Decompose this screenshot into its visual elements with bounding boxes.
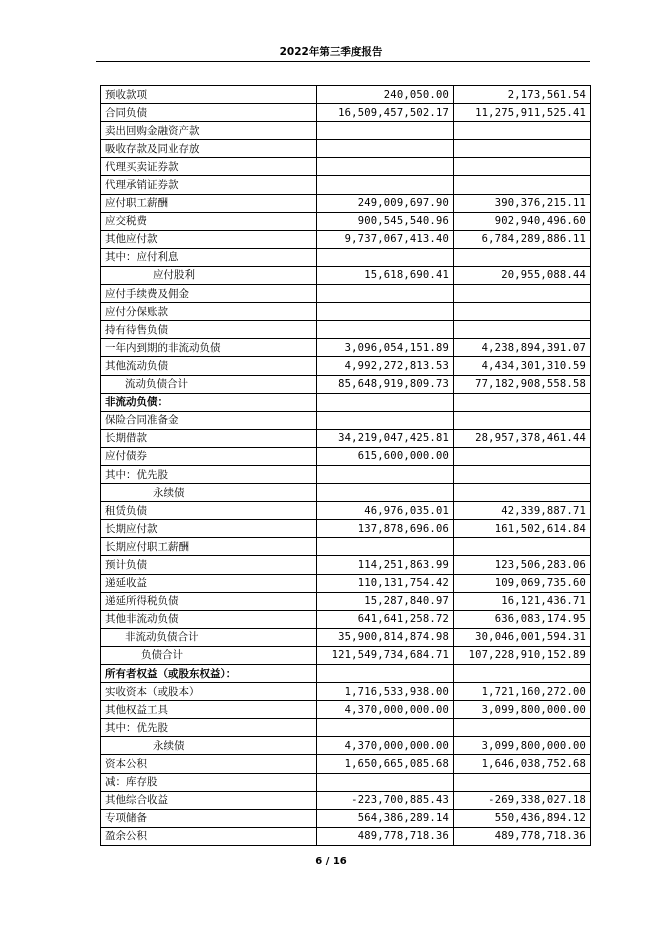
value-current	[317, 465, 454, 483]
value-prior: 4,434,301,310.59	[454, 357, 591, 375]
section-header-row	[101, 393, 591, 411]
row-label: 其他综合收益	[101, 791, 317, 809]
value-prior	[454, 773, 591, 791]
row-label: 合同负债	[101, 104, 317, 122]
value-prior: 28,957,378,461.44	[454, 429, 591, 447]
table-row	[101, 809, 591, 827]
table-row	[101, 791, 591, 809]
value-prior	[454, 538, 591, 556]
page-number: 6 / 16	[315, 856, 347, 867]
table-row	[101, 465, 591, 483]
value-prior	[454, 248, 591, 266]
value-prior	[454, 321, 591, 339]
table-row	[101, 683, 591, 701]
table-row	[101, 574, 591, 592]
value-prior	[454, 140, 591, 158]
value-current	[317, 248, 454, 266]
value-current: 121,549,734,684.71	[317, 646, 454, 664]
page-header-title: 2022年第三季度报告	[279, 46, 383, 58]
row-label: 递延所得税负债	[101, 592, 317, 610]
value-current	[317, 538, 454, 556]
table-row	[101, 610, 591, 628]
value-current	[317, 176, 454, 194]
row-label: 其中：应付利息	[101, 248, 317, 266]
table-row	[101, 773, 591, 791]
value-current	[317, 303, 454, 321]
table-row	[101, 140, 591, 158]
value-prior	[454, 176, 591, 194]
value-current	[317, 321, 454, 339]
value-prior	[454, 285, 591, 303]
row-label: 应交税费	[101, 212, 317, 230]
value-prior	[454, 122, 591, 140]
total-row	[101, 646, 591, 664]
value-current	[317, 411, 454, 429]
balance-sheet-table	[100, 85, 591, 846]
row-label: 长期借款	[101, 429, 317, 447]
table-row	[101, 357, 591, 375]
value-current	[317, 122, 454, 140]
table-row	[101, 303, 591, 321]
row-label: 递延收益	[101, 574, 317, 592]
table-row	[101, 538, 591, 556]
value-prior	[454, 484, 591, 502]
row-label: 预计负债	[101, 556, 317, 574]
row-label: 盈余公积	[101, 827, 317, 845]
table-row	[101, 248, 591, 266]
row-label: 长期应付款	[101, 520, 317, 538]
table-row	[101, 502, 591, 520]
row-label: 其他权益工具	[101, 701, 317, 719]
row-label: 流动负债合计	[101, 375, 317, 393]
value-current: 4,370,000,000.00	[317, 737, 454, 755]
value-prior: 2,173,561.54	[454, 86, 591, 104]
value-current: -223,700,885.43	[317, 791, 454, 809]
value-current: 9,737,067,413.40	[317, 230, 454, 248]
value-current: 16,509,457,502.17	[317, 104, 454, 122]
row-label: 持有待售负债	[101, 321, 317, 339]
table-row	[101, 484, 591, 502]
value-prior: 42,339,887.71	[454, 502, 591, 520]
value-prior: 109,069,735.60	[454, 574, 591, 592]
value-prior: 1,721,160,272.00	[454, 683, 591, 701]
table-row	[101, 321, 591, 339]
row-label: 其他非流动负债	[101, 610, 317, 628]
value-prior: 6,784,289,886.11	[454, 230, 591, 248]
value-prior	[454, 303, 591, 321]
row-label: 长期应付职工薪酬	[101, 538, 317, 556]
value-current: 1,716,533,938.00	[317, 683, 454, 701]
row-label: 永续债	[101, 737, 317, 755]
table-row	[101, 285, 591, 303]
table-row	[101, 737, 591, 755]
table-row	[101, 447, 591, 465]
value-prior: 107,228,910,152.89	[454, 646, 591, 664]
row-label: 其他应付款	[101, 230, 317, 248]
row-label: 专项储备	[101, 809, 317, 827]
value-prior	[454, 411, 591, 429]
table-row	[101, 755, 591, 773]
value-prior: 902,940,496.60	[454, 212, 591, 230]
value-current	[317, 773, 454, 791]
value-prior: 3,099,800,000.00	[454, 701, 591, 719]
value-current: 46,976,035.01	[317, 502, 454, 520]
value-current: 641,641,258.72	[317, 610, 454, 628]
row-label: 租赁负债	[101, 502, 317, 520]
value-current	[317, 285, 454, 303]
table-row	[101, 429, 591, 447]
value-prior	[454, 719, 591, 737]
value-prior: 20,955,088.44	[454, 266, 591, 284]
table-row	[101, 701, 591, 719]
value-prior: 30,046,001,594.31	[454, 628, 591, 646]
table-row	[101, 122, 591, 140]
table-row	[101, 339, 591, 357]
row-label: 其他流动负债	[101, 357, 317, 375]
value-current: 137,878,696.06	[317, 520, 454, 538]
value-current: 615,600,000.00	[317, 447, 454, 465]
table-row	[101, 212, 591, 230]
table-row	[101, 86, 591, 104]
value-current	[317, 719, 454, 737]
value-prior: 489,778,718.36	[454, 827, 591, 845]
table-row	[101, 411, 591, 429]
value-current	[317, 665, 454, 683]
value-current: 114,251,863.99	[317, 556, 454, 574]
value-current	[317, 158, 454, 176]
table-row	[101, 266, 591, 284]
row-label: 代理承销证券款	[101, 176, 317, 194]
value-prior: 123,506,283.06	[454, 556, 591, 574]
row-label: 其中：优先股	[101, 719, 317, 737]
value-prior: 16,121,436.71	[454, 592, 591, 610]
row-label: 资本公积	[101, 755, 317, 773]
value-prior: 4,238,894,391.07	[454, 339, 591, 357]
table-row	[101, 556, 591, 574]
table-row	[101, 592, 591, 610]
row-label: 减：库存股	[101, 773, 317, 791]
table-row	[101, 194, 591, 212]
value-current	[317, 140, 454, 158]
value-current	[317, 484, 454, 502]
table-row	[101, 158, 591, 176]
value-current: 489,778,718.36	[317, 827, 454, 845]
value-current: 15,618,690.41	[317, 266, 454, 284]
value-current: 240,050.00	[317, 86, 454, 104]
table-row	[101, 230, 591, 248]
value-prior	[454, 665, 591, 683]
value-current: 85,648,919,809.73	[317, 375, 454, 393]
value-current: 249,009,697.90	[317, 194, 454, 212]
value-current: 110,131,754.42	[317, 574, 454, 592]
row-label: 卖出回购金融资产款	[101, 122, 317, 140]
value-prior	[454, 158, 591, 176]
row-label: 应付分保账款	[101, 303, 317, 321]
row-label: 非流动负债合计	[101, 628, 317, 646]
subtotal-row	[101, 375, 591, 393]
table-row	[101, 827, 591, 845]
row-label: 实收资本（或股本）	[101, 683, 317, 701]
row-label: 一年内到期的非流动负债	[101, 339, 317, 357]
subtotal-row	[101, 628, 591, 646]
section-title: 所有者权益（或股东权益）：	[101, 665, 317, 683]
table-row	[101, 176, 591, 194]
row-label: 负债合计	[101, 646, 317, 664]
section-title: 非流动负债：	[101, 393, 317, 411]
value-prior: -269,338,027.18	[454, 791, 591, 809]
value-prior: 636,083,174.95	[454, 610, 591, 628]
table-row	[101, 104, 591, 122]
row-label: 其中：优先股	[101, 465, 317, 483]
value-prior: 11,275,911,525.41	[454, 104, 591, 122]
row-label: 保险合同准备金	[101, 411, 317, 429]
value-current: 564,386,289.14	[317, 809, 454, 827]
section-header-row	[101, 665, 591, 683]
value-current: 1,650,665,085.68	[317, 755, 454, 773]
value-prior: 550,436,894.12	[454, 809, 591, 827]
table-row	[101, 719, 591, 737]
value-prior: 161,502,614.84	[454, 520, 591, 538]
row-label: 代理买卖证券款	[101, 158, 317, 176]
value-current: 4,370,000,000.00	[317, 701, 454, 719]
header-divider	[96, 61, 590, 62]
row-label: 吸收存款及同业存放	[101, 140, 317, 158]
row-label: 应付债券	[101, 447, 317, 465]
row-label: 应付手续费及佣金	[101, 285, 317, 303]
value-prior: 1,646,038,752.68	[454, 755, 591, 773]
value-current: 900,545,540.96	[317, 212, 454, 230]
value-prior	[454, 393, 591, 411]
row-label: 应付股利	[101, 266, 317, 284]
row-label: 预收款项	[101, 86, 317, 104]
value-prior	[454, 447, 591, 465]
row-label: 应付职工薪酬	[101, 194, 317, 212]
value-current	[317, 393, 454, 411]
value-current: 15,287,840.97	[317, 592, 454, 610]
value-prior	[454, 465, 591, 483]
value-prior: 3,099,800,000.00	[454, 737, 591, 755]
value-current: 34,219,047,425.81	[317, 429, 454, 447]
value-prior: 390,376,215.11	[454, 194, 591, 212]
table-row	[101, 520, 591, 538]
value-current: 35,900,814,874.98	[317, 628, 454, 646]
value-current: 3,096,054,151.89	[317, 339, 454, 357]
value-prior: 77,182,908,558.58	[454, 375, 591, 393]
value-current: 4,992,272,813.53	[317, 357, 454, 375]
row-label: 永续债	[101, 484, 317, 502]
